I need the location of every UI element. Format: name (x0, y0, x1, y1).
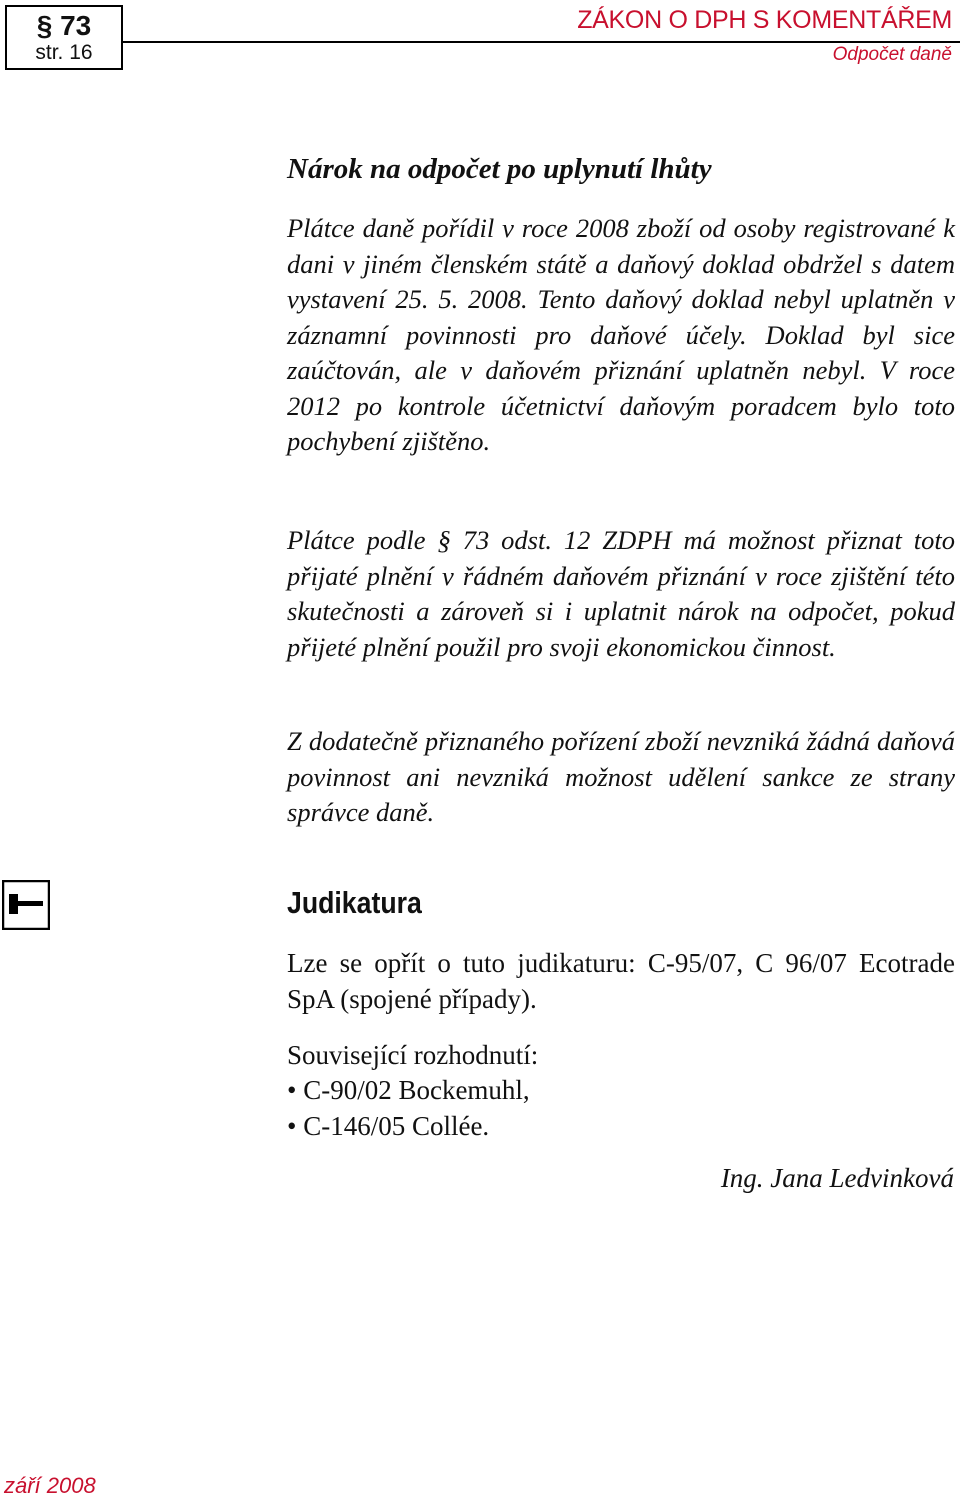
article-heading: Nárok na odpočet po uplynutí lhůty (287, 153, 712, 185)
section-number: § 73 (36, 10, 92, 41)
article-paragraph-1: Plátce daně pořídil v roce 2008 zboží od osoby registrované k dani v jiném členském státě a daňový doklad obdržel s datem vystavení 25. 5. 2008. Tento daňový doklad nebyl uplatněn v záznamní povinnosti pro daňové účely. Doklad byl sice zaúčtován, ale v daňovém přiznání uplatněn nebyl. V roce 2012 po kontrole účetnictví daňovým poradcem bylo toto pochybení zjištěno. (287, 213, 955, 456)
related-decisions-label: Související rozhodnutí: (287, 1040, 539, 1070)
header-rule (123, 41, 960, 43)
gavel-icon (2, 880, 50, 930)
judikatura-heading: Judikatura (287, 885, 422, 920)
footer-date: září 2008 (4, 1473, 96, 1498)
author: Ing. Jana Ledvinková (720, 1163, 954, 1193)
judikatura-intro: Lze se opřít o tuto judikaturu: C-95/07, C 96/07 Ecotrade SpA (spojené případy). (287, 948, 955, 1014)
article-paragraph-3: Z dodatečně přiznaného pořízení zboží nevzniká žádná daňová povinnost ani nevzniká možnost udělení sankce ze strany správce daně. (287, 726, 955, 827)
page-number: str. 16 (35, 41, 93, 64)
related-decisions-list (287, 1072, 955, 1144)
section-box (5, 5, 123, 70)
list-item: • C-146/05 Collée. (287, 1108, 955, 1144)
header-title: ZÁKON O DPH S KOMENTÁŘEM (577, 6, 952, 34)
list-item: • C-90/02 Bockemuhl, (287, 1072, 955, 1108)
article-paragraph-2: Plátce podle § 73 odst. 12 ZDPH má možnost přiznat toto přijaté plnění v řádném daňovém přiznání v roce zjištění této skutečnosti a zároveň si i uplatnit nárok na odpočet, pokud přijeté plnění použil pro svoji ekonomickou činnost. (287, 525, 955, 662)
header-subtitle: Odpočet daně (832, 44, 952, 65)
